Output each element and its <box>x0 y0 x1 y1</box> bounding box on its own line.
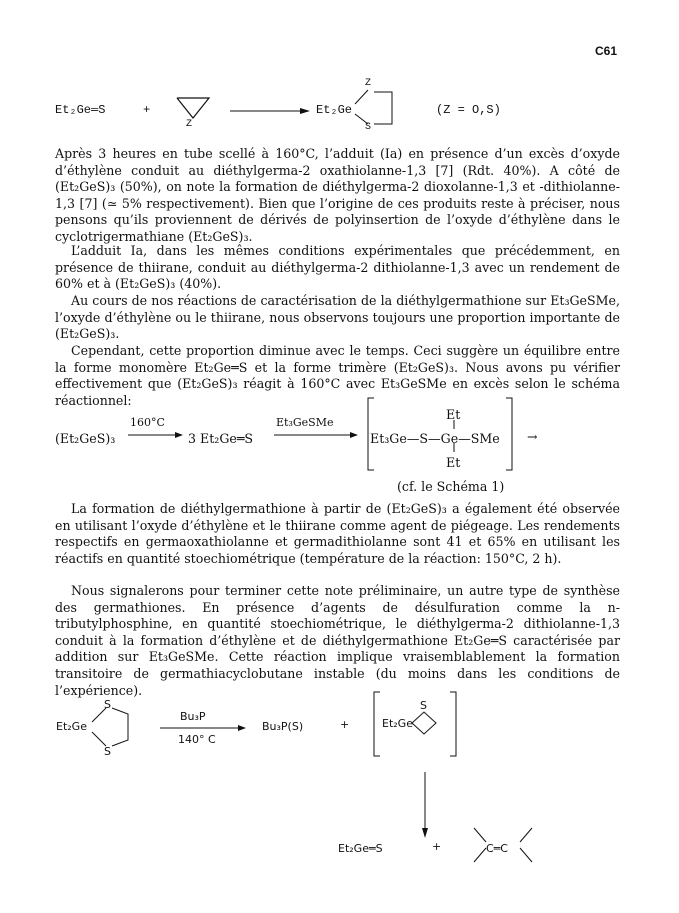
scheme3-arrow <box>160 724 246 732</box>
epoxide-triangle <box>175 96 211 126</box>
scheme2-arrow2-label: Et₃GeSMe <box>276 416 334 429</box>
scheme3-temperature: 140° C <box>178 733 216 746</box>
paragraph-3: Au cours de nos réactions de caractérisation de la diéthylgermathione sur Et₃GeSMe, l’oxyde d’éthylène ou le thiirane, nous observons toujours une proportion importante de (Et₂GeS)₃. <box>55 293 620 342</box>
reaction-arrow <box>230 106 310 116</box>
alkene-label: C═C <box>486 842 508 855</box>
intermediate-sulfur: S <box>420 699 427 712</box>
scheme3-reagent: Bu₃P <box>180 710 206 723</box>
scheme3-byproduct: Bu₃P(S) <box>262 720 304 733</box>
scheme2-continue-arrow: → <box>527 429 538 444</box>
scheme2-arrow-1 <box>128 431 183 439</box>
paragraph-5: La formation de diéthylgermathione à partir de (Et₂GeS)₃ a également été observée en utilisant l’oxyde d’éthylène et le thiirane comme agent de piégeage. Les rendements respectifs en germaoxathiolanne et germadithiolanne sont 41 et 65% en utilisant les réactifs en quantité stoechiométrique (température de la réaction: 150°C, 2 h). <box>55 501 620 566</box>
scheme2-arrow1-label: 160°C <box>130 416 165 429</box>
intermediate-prefix: Et₂Ge <box>382 717 413 730</box>
paragraph-6: Nous signalerons pour terminer cette note préliminaire, un autre type de synthèse des germathiones. En présence d’agents de désulfuration comme la n-tributylphosphine, en quantité stoechiométrique, le diéthylgerma-2 dithiolanne-1,3 conduit à la formation d’éthylène et de diéthylgermathione Et₂Ge═S caractérisée par addition sur Et₃GeSMe. Cette réaction implique vraisemblablement la formation transitoire de germathiacyclobutane instable (du moins dans les conditions de l’expérience). <box>55 583 620 698</box>
scheme2-reactant: (Et₂GeS)₃ <box>55 431 116 446</box>
ring-s-bottom: S <box>104 745 111 758</box>
scheme3-reactant-prefix: Et₂Ge <box>56 720 87 733</box>
scheme2-product1: 3 Et₂Ge═S <box>188 431 254 446</box>
bracket-top-ethyl: Et <box>446 407 461 422</box>
ring-bottom-atom: S <box>365 122 372 133</box>
paragraph-4: Cependant, cette proportion diminue avec le temps. Ceci suggère un équilibre entre la forme monomère Et₂Ge═S et la forme trimère (Et₂GeS)₃. Nous avons pu vérifier effectivement que (Et₂GeS)₃ réagit à 160°C avec Et₃GeSMe en excès selon le schéma réactionnel: <box>55 343 620 408</box>
scheme1-product-prefix: Et₂Ge <box>316 103 353 117</box>
paragraph-1: Après 3 heures en tube scellé à 160°C, l’adduit (Ia) en présence d’un excès d’oxyde d’éthylène conduit au diéthylgerma-2 oxathiolanne-1,3 [7] (Rdt. 40%). A côté de (Et₂GeS)₃ (50%), on note la formation de diéthylgerma-2 dioxolanne-1,3 et -dithiolanne-1,3 [7] (≃ 5% respectivement). Bien que l’origine de ces produits reste à préciser, nous pensons qu’ils proviennent de dérivés de polyinsertion de l’oxyde d’éthylène dans le cyclotrigermathiane (Et₂GeS)₃. <box>55 146 620 244</box>
downward-arrow <box>420 772 430 838</box>
scheme3-plus: + <box>340 718 350 731</box>
oxathiolane-ring <box>352 84 402 134</box>
ring-top-atom: Z <box>365 78 372 89</box>
bracket-main-formula: Et₃Ge—S—Ge—SMe <box>370 431 500 446</box>
scheme1-condition: (Z = O,S) <box>436 103 501 117</box>
paragraph-2: L’adduit Ia, dans les mêmes conditions expérimentales que précédemment, en présence de thiirane, conduit au diéthylgerma-2 dithiolanne-1,3 avec un rendement de 60% et à (Et₂GeS)₃ (40%). <box>55 243 620 292</box>
bracket-bottom-ethyl: Et <box>446 455 461 470</box>
scheme2-arrow-2 <box>274 431 358 439</box>
dithiolane-ring <box>88 700 138 756</box>
scheme2-caption: (cf. le Schéma 1) <box>397 479 505 494</box>
final-plus: + <box>432 840 442 853</box>
page-number: C61 <box>594 44 617 58</box>
ring-s-top: S <box>104 698 111 711</box>
epoxide-hetero: Z <box>186 119 193 130</box>
final-product: Et₂Ge═S <box>338 842 383 855</box>
scheme1-plus: + <box>143 103 151 117</box>
scheme1-reactant: Et₂Ge═S <box>55 103 106 117</box>
